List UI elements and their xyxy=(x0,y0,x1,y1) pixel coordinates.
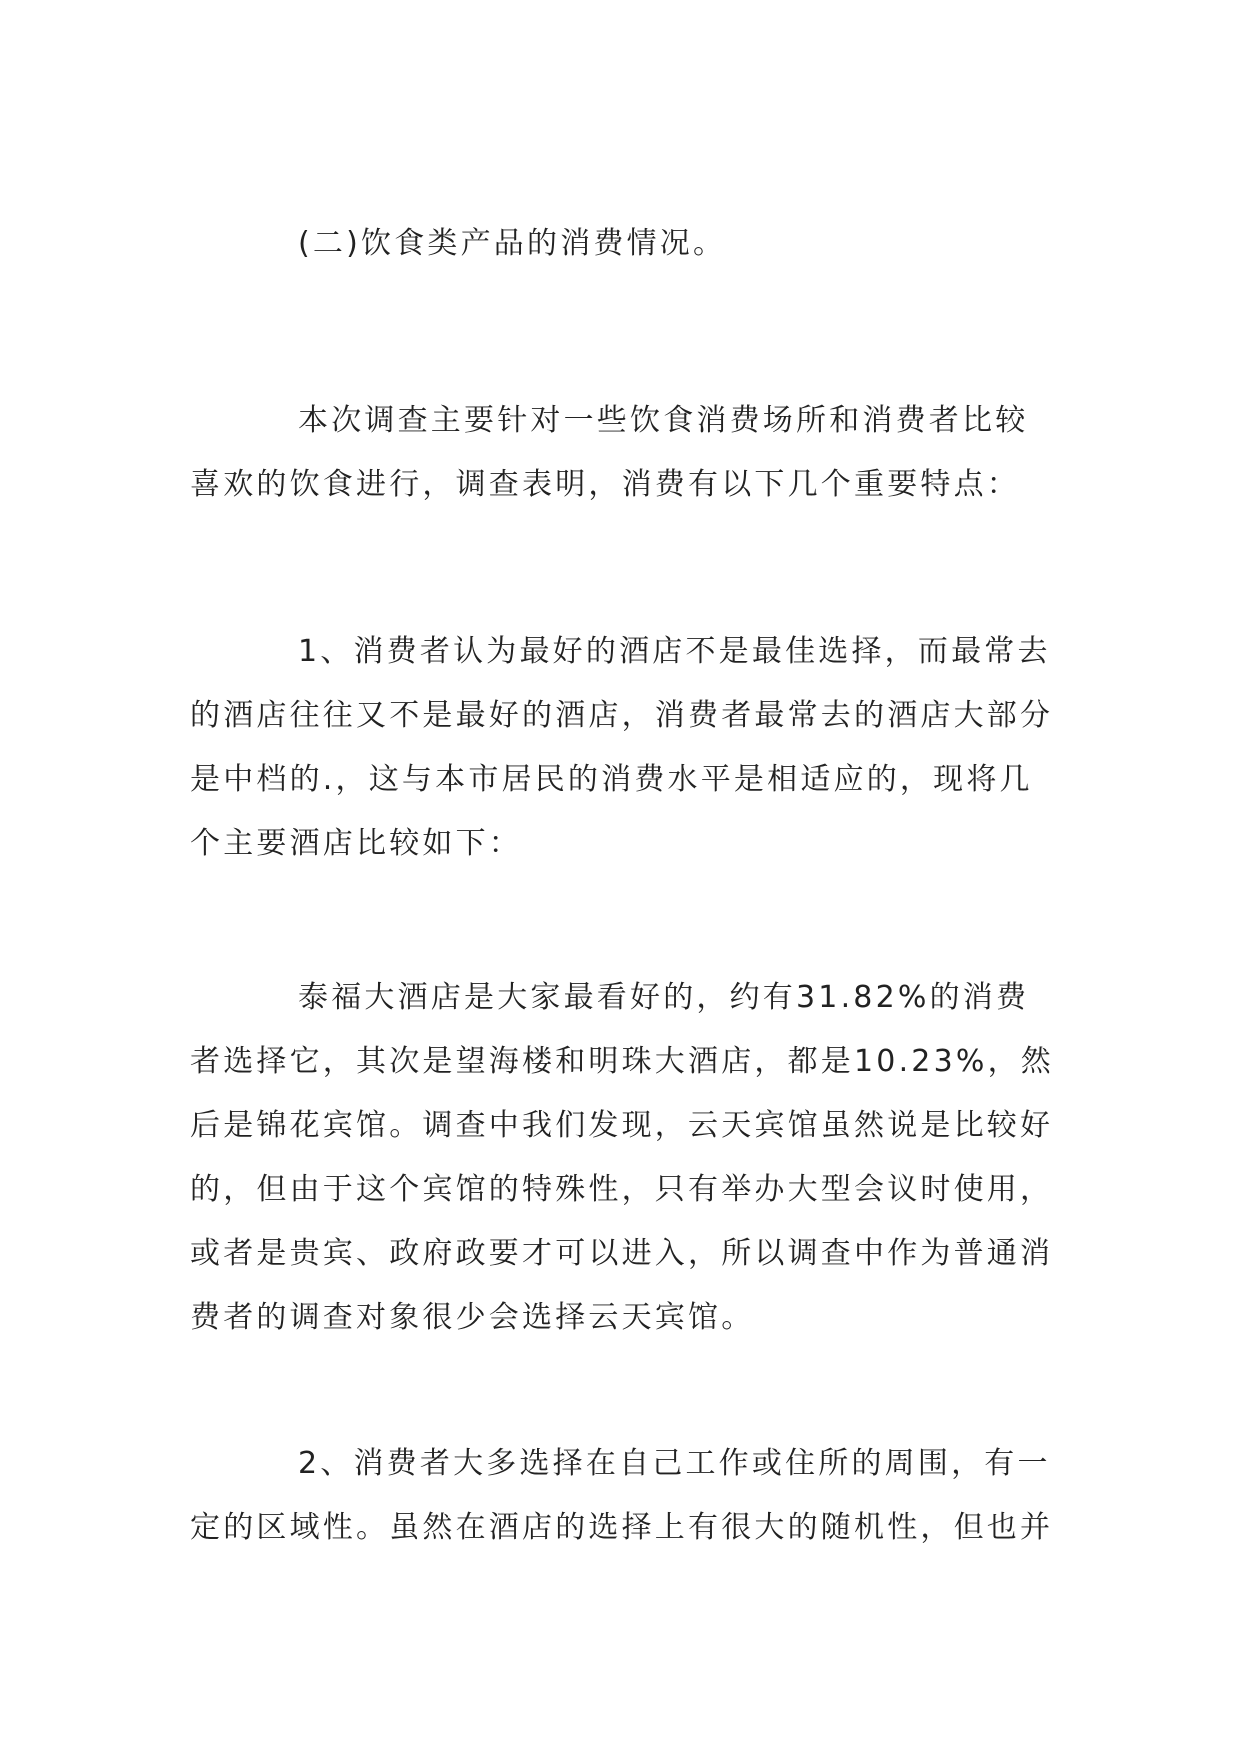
intro-paragraph: 本次调查主要针对一些饮食消费场所和消费者比较喜欢的饮食进行，调查表明，消费有以下几个重要特点： xyxy=(190,403,1029,502)
hotel-comparison-paragraph: 泰福大酒店是大家最看好的，约有31.82%的消费者选择它，其次是望海楼和明珠大酒店，都是10.23%，然后是锦花宾馆。调查中我们发现，云天宾馆虽然说是比较好的，但由于这个宾馆的特殊性，只有举办大型会议时使用，或者是贵宾、政府政要才可以进入，所以调查中作为普通消费者的调查对象很少会选择云天宾馆。 xyxy=(190,980,1054,1335)
point-1-paragraph: 1、消费者认为最好的酒店不是最佳选择，而最常去的酒店往往又不是最好的酒店，消费者最常去的酒店大部分是中档的.，这与本市居民的消费水平是相适应的，现将几个主要酒店比较如下： xyxy=(190,634,1054,861)
point-2-paragraph: 2、消费者大多选择在自己工作或住所的周围，有一定的区域性。虽然在酒店的选择上有很大的随机性，但也并 xyxy=(190,1446,1054,1545)
section-heading: (二)饮食类产品的消费情况。 xyxy=(298,226,727,261)
